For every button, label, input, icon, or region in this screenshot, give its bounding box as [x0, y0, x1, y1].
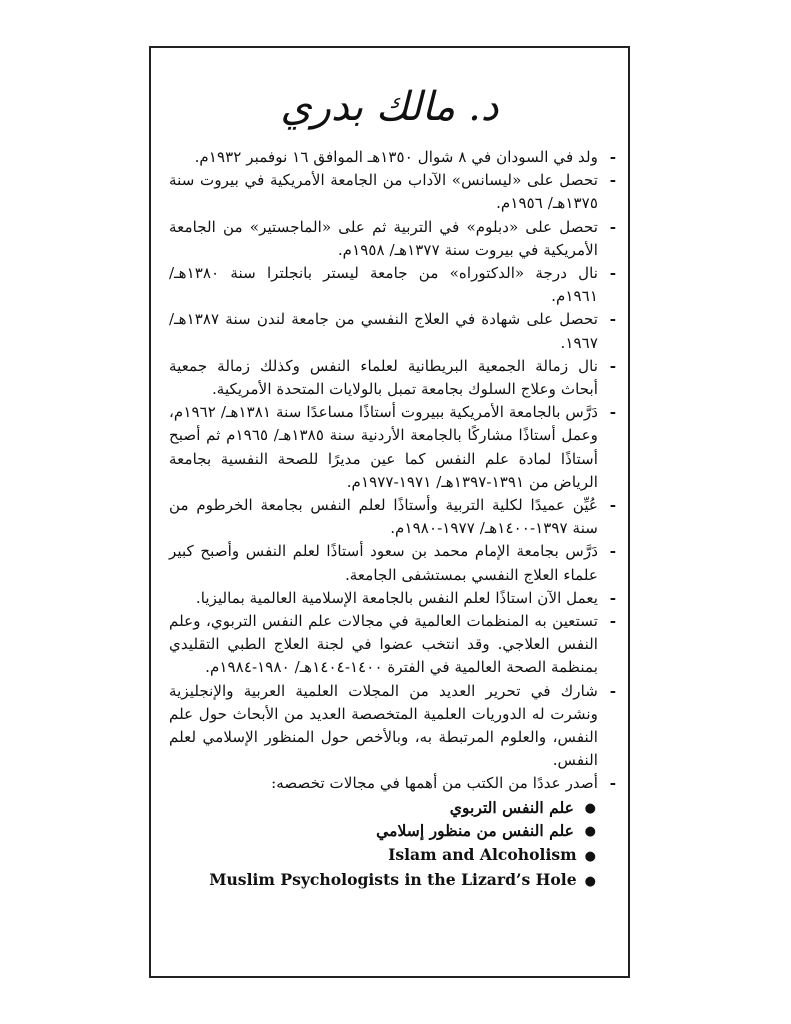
bio-item	[169, 587, 616, 610]
bio-item	[169, 610, 616, 680]
dash-icon: -	[609, 681, 616, 700]
bio-item-text: أصدر عددًا من الكتب من أهمها في مجالات تخصصه:	[271, 774, 598, 793]
dash-icon: -	[609, 356, 616, 375]
book-item	[169, 819, 596, 842]
bio-item-text: نال درجة «الدكتوراه» من جامعة ليستر بانجلترا سنة ١٣٨٠هـ/ ١٩٦١م.	[169, 264, 598, 306]
bio-item	[169, 262, 616, 308]
dash-icon: -	[609, 612, 616, 631]
bio-item	[169, 772, 616, 795]
bio-item-text: دَرَّس بالجامعة الأمريكية ببيروت أستاذًا مساعدًا سنة ١٣٨١هـ/ ١٩٦٢م، وعمل أستاذًا مشاركًا بالجامعة الأردنية سنة ١٣٨٥هـ/ ١٩٦٥م ثم أصبح أستاذًا لمادة علم النفس كما عين مديرًا للصحة النفسية بجامعة الرياض من ١٣٩١-١٣٩٧هـ/ ١٩٧١-١٩٧٧م.	[169, 403, 598, 491]
bio-item-text: ولد في السودان في ٨ شوال ١٣٥٠هـ الموافق ١٦ نوفمبر ١٩٣٢م.	[194, 148, 598, 166]
bio-item	[169, 216, 616, 262]
bio-item-text: شارك في تحرير العديد من المجلات العلمية العربية والإنجليزية ونشرت له الدوريات العلمية المتخصصة العديد من الأبحاث حول علم النفس، والعلوم المرتبطة به، وبالأخص حول المنظور الإسلامي لعلم النفس.	[169, 681, 598, 770]
bio-item-text: يعمل الآن استاذًا لعلم النفس بالجامعة الإسلامية العالمية بماليزيا.	[195, 588, 598, 607]
bio-item-text: تستعين به المنظمات العالمية في مجالات علم النفس التربوي، وعلم النفس العلاجي. وقد انتخب عضوا في لجنة العلاج الطبي التقليدي بمنظمة الصحة العالمية في الفترة ١٤٠٠-١٤٠٤هـ/ ١٩٨٠-١٩٨٤م.	[169, 612, 598, 677]
biography-frame	[149, 46, 630, 978]
bio-item	[169, 540, 616, 586]
bullet-icon: ●	[584, 800, 596, 816]
dash-icon: -	[609, 148, 616, 166]
dash-icon: -	[609, 588, 616, 607]
dash-icon: -	[609, 403, 616, 422]
book-title: Islam and Alcoholism	[388, 844, 577, 864]
dash-icon: -	[609, 264, 616, 283]
books-list	[169, 796, 616, 894]
page-title: د. مالك بدري	[280, 84, 499, 130]
bio-item-text: دَرَّس بجامعة الإمام محمد بن سعود أستاذًا لعلم النفس وأصبح كبير علماء العلاج النفسي بمستشفى الجامعة.	[169, 542, 598, 584]
book-item	[169, 796, 596, 819]
bullet-icon: ●	[584, 873, 596, 889]
bio-item-text: نال زمالة الجمعية البريطانية لعلماء النفس وكذلك زمالة جمعية أبحاث وعلاج السلوك بجامعة تمبل بالولايات المتحدة الأمريكية.	[169, 356, 598, 399]
bio-item	[169, 169, 616, 215]
bullet-icon: ●	[584, 848, 596, 864]
bio-item-text: تحصل على «دبلوم» في التربية ثم على «الماجستير» من الجامعة الأمريكية في بيروت سنة ١٣٧٧هـ/ ١٩٥٨م.	[169, 217, 598, 259]
bio-item-text: تحصل على شهادة في العلاج النفسي من جامعة لندن سنة ١٣٨٧هـ/ ١٩٦٧.	[169, 310, 598, 352]
bio-item-text: عُيِّن عميدًا لكلية التربية وأستاذًا لعلم النفس بجامعة الخرطوم من سنة ١٣٩٧-١٤٠٠هـ/ ١٩٧٧-١٩٨٠م.	[169, 496, 598, 538]
bullet-icon: ●	[584, 824, 596, 840]
dash-icon: -	[609, 217, 616, 236]
dash-icon: -	[609, 496, 616, 515]
book-title: علم النفس من منظور إسلامي	[376, 821, 574, 841]
dash-icon: -	[609, 542, 616, 561]
dash-icon: -	[609, 171, 616, 190]
book-item	[169, 868, 596, 893]
book-title: علم النفس التربوي	[449, 797, 574, 817]
bio-item	[169, 308, 616, 354]
biography-content	[169, 146, 616, 893]
dash-icon: -	[609, 774, 616, 793]
book-item	[169, 843, 596, 868]
bio-item	[169, 401, 616, 494]
dash-icon: -	[609, 310, 616, 329]
bio-item	[169, 355, 616, 401]
bio-item	[169, 494, 616, 540]
bio-item	[169, 680, 616, 773]
book-title: Muslim Psychologists in the Lizard’s Hole	[209, 869, 577, 889]
bio-item-text: تحصل على «ليسانس» الآداب من الجامعة الأمريكية في بيروت سنة ١٣٧٥هـ/ ١٩٥٦م.	[169, 171, 598, 213]
bio-item	[169, 146, 616, 169]
